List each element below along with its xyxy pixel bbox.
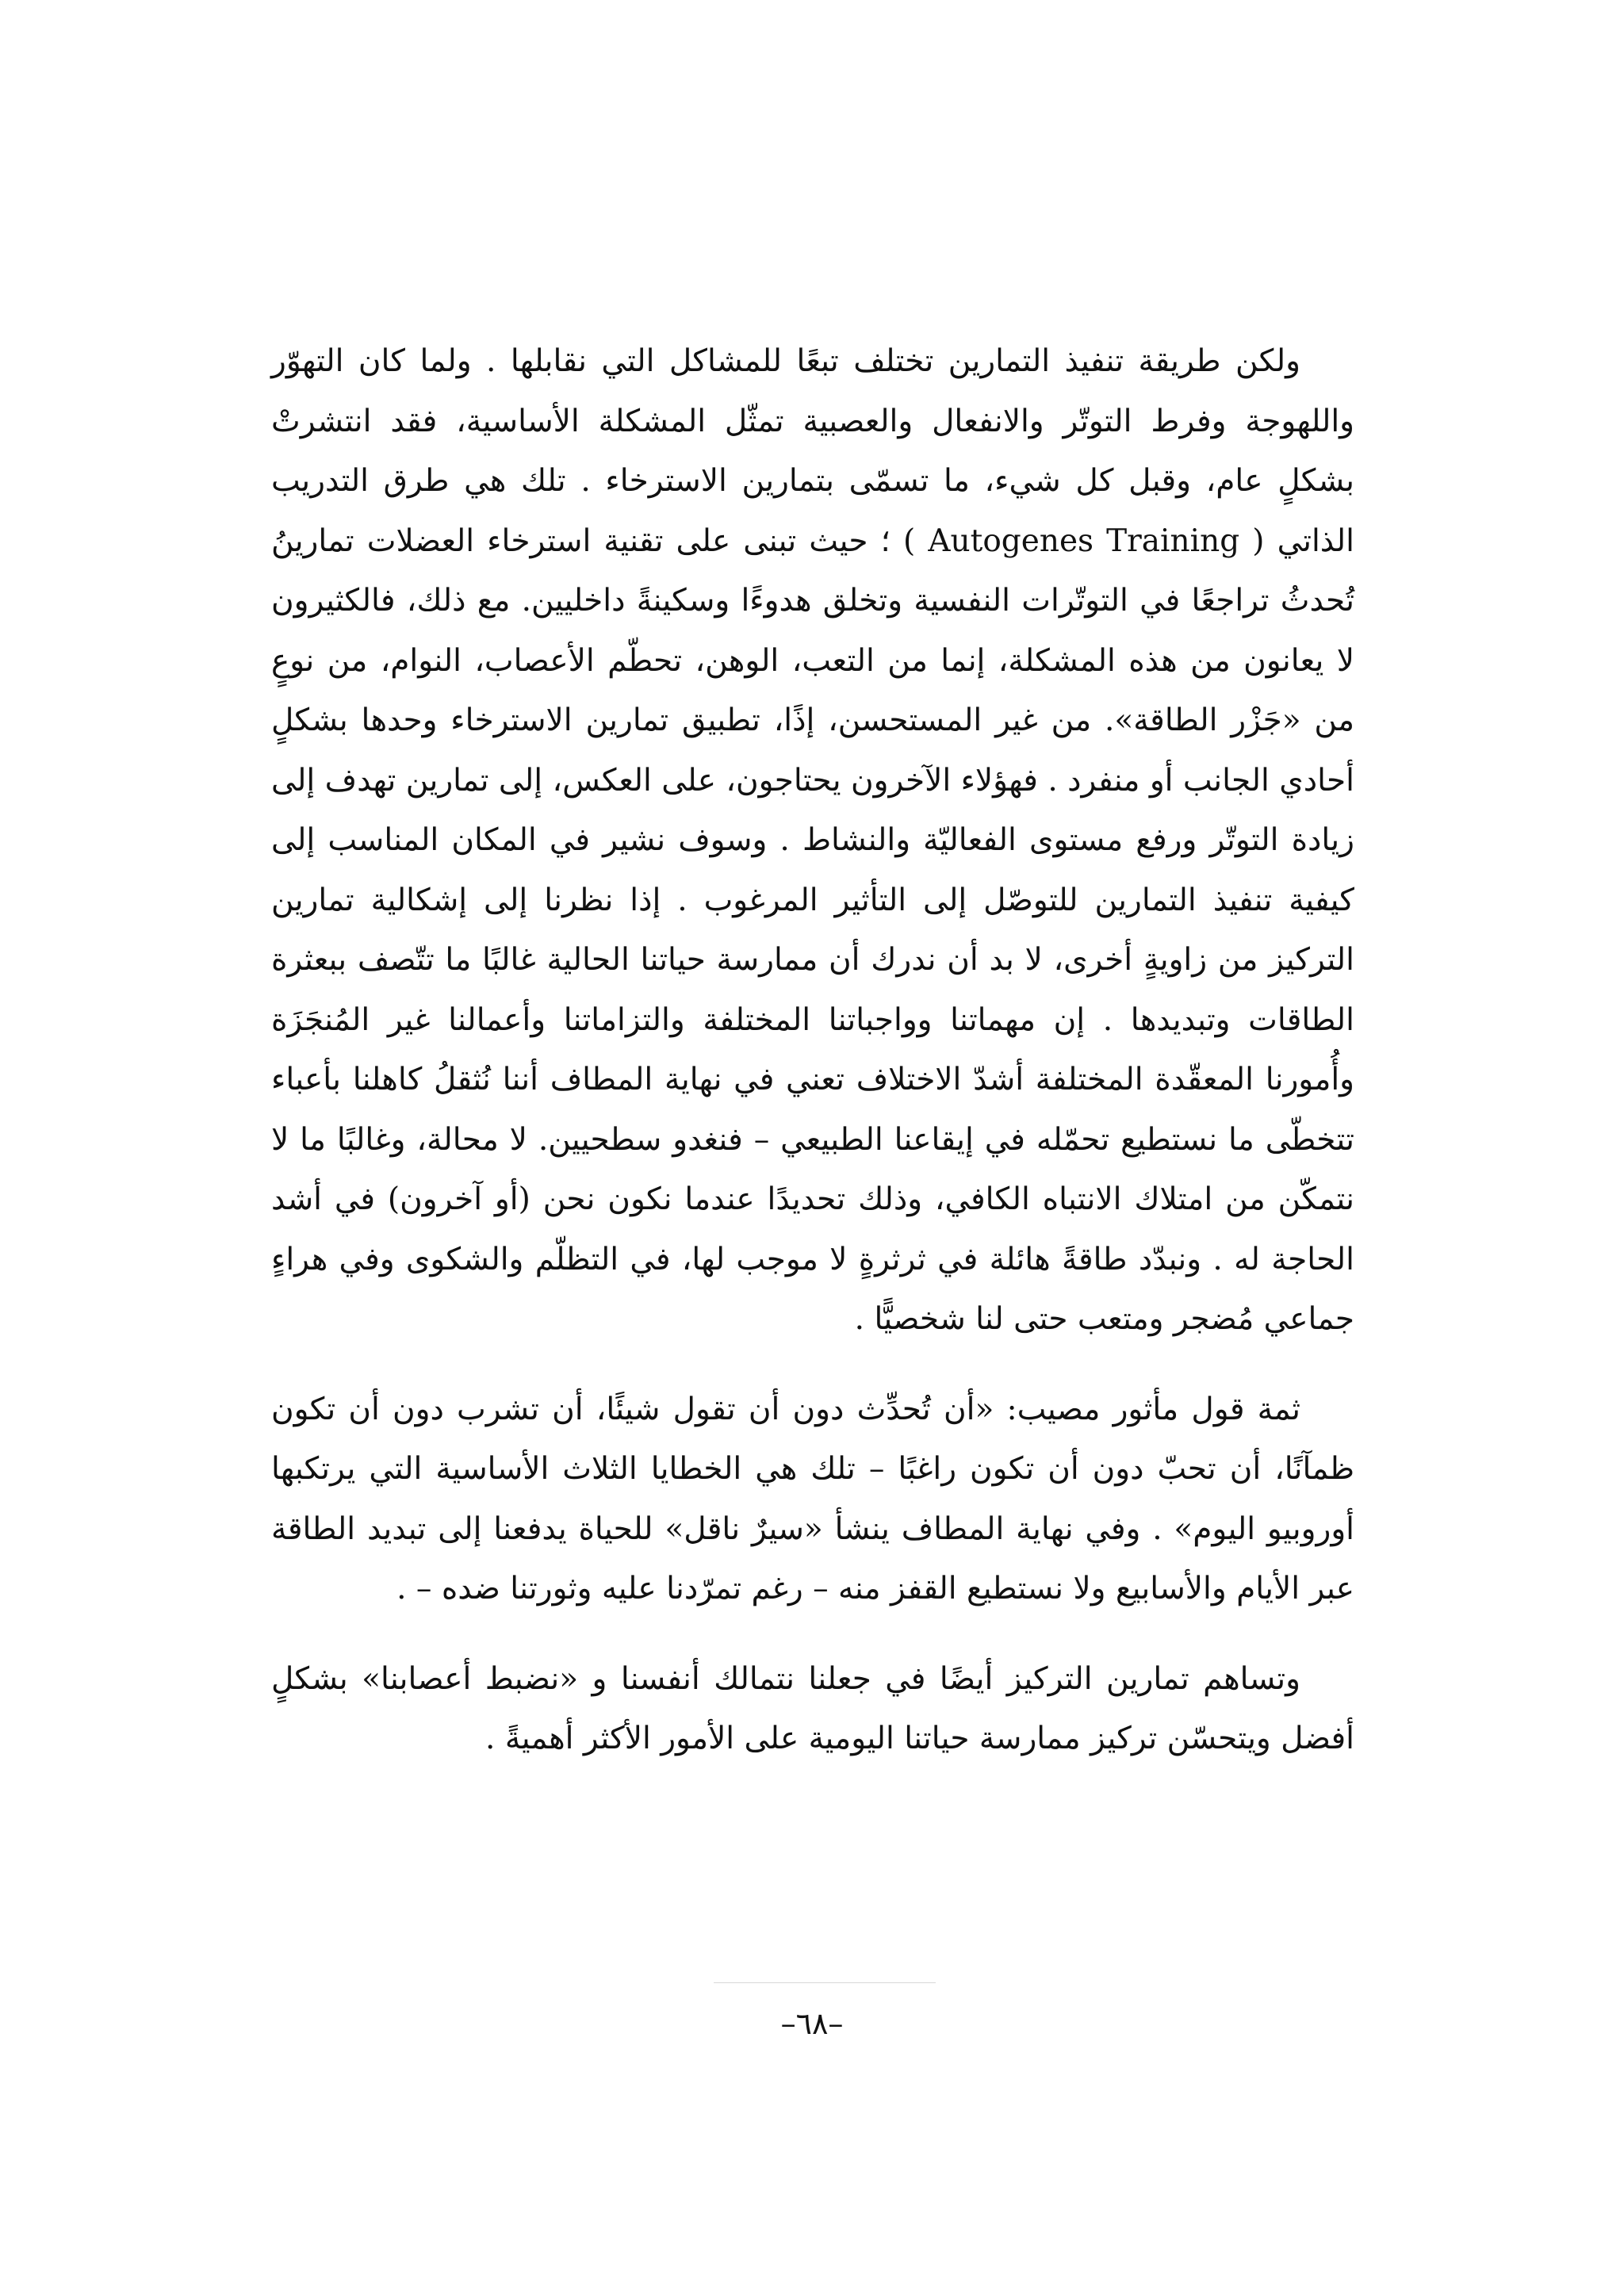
paragraph-2: ثمة قول مأثور مصيب: «أن تُحدِّث دون أن تقول شيئًا، أن تشرب دون أن تكون ظمآنًا، أن تحبّ دون أن تكون راغبًا – تلك هي الخطايا الثلاث الأساسية التي يرتكبها أوروبيو اليوم» . وفي نهاية المطاف ينشأ «سيرٌ ناقل» للحياة يدفعنا إلى تبديد الطاقة عبر الأيام والأسابيع ولا نستطيع القفز منه – رغم تمرّدنا عليه وثورتنا ضده – . bbox=[271, 1391, 1354, 1606]
body-text bbox=[271, 331, 1354, 1769]
page-number: –٦٨– bbox=[780, 2006, 844, 2041]
paragraph-3: وتساهم تمارين التركيز أيضًا في جعلنا نتمالك أنفسنا و «نضبط أعصابنا» بشكلٍ أفضل ويتحسّن تركيز ممارسة حياتنا اليومية على الأمور الأكثر أهميةً . bbox=[271, 1660, 1354, 1756]
paragraph-1: ولكن طريقة تنفيذ التمارين تختلف تبعًا للمشاكل التي نقابلها . ولما كان التهوّر واللهوجة وفرط التوتّر والانفعال والعصبية تمثّل المشكلة الأساسية، فقد انتشرتْ بشكلٍ عام، وقبل كل شيء، ما تسمّى بتمارين الاسترخاء . تلك هي طرق التدريب الذاتي ( Autogenes Training ) ؛ حيث تبنى على تقنية استرخاء العضلات تمارينُ تُحدثُ تراجعًا في التوتّرات النفسية وتخلق هدوءًا وسكينةً داخليين. مع ذلك، فالكثيرون لا يعانون من هذه المشكلة، إنما من التعب، الوهن، تحطّم الأعصاب، النوام، من نوعٍ من «جَزْر الطاقة». من غير المستحسن، إذًا، تطبيق تمارين الاسترخاء وحدها بشكلٍ أحادي الجانب أو منفرد . فهؤلاء الآخرون يحتاجون، على العكس، إلى تمارين تهدف إلى زيادة التوتّر ورفع مستوى الفعاليّة والنشاط . وسوف نشير في المكان المناسب إلى كيفية تنفيذ التمارين للتوصّل إلى التأثير المرغوب . إذا نظرنا إلى إشكالية تمارين التركيز من زاويةٍ أخرى، لا بد أن ندرك أن ممارسة حياتنا الحالية غالبًا ما تتّصف ببعثرة الطاقات وتبديدها . إن مهماتنا وواجباتنا المختلفة والتزاماتنا وأعمالنا غير المُنجَزَة وأُمورنا المعقّدة المختلفة أشدّ الاختلاف تعني في نهاية المطاف أننا نُثقلُ كاهلنا بأعباء تتخطّى ما نستطيع تحمّله في إيقاعنا الطبيعي – فنغدو سطحيين. لا محالة، وغالبًا ما لا نتمكّن من امتلاك الانتباه الكافي، وذلك تحديدًا عندما نكون نحن (أو آخرون) في أشد الحاجة له . ونبدّد طاقةً هائلة في ثرثرةٍ لا موجب لها، في التظلّم والشكوى وفي هراءٍ جماعي مُضجر ومتعب حتى لنا شخصيًّا . bbox=[271, 343, 1355, 1337]
footer-divider bbox=[714, 1982, 936, 1983]
